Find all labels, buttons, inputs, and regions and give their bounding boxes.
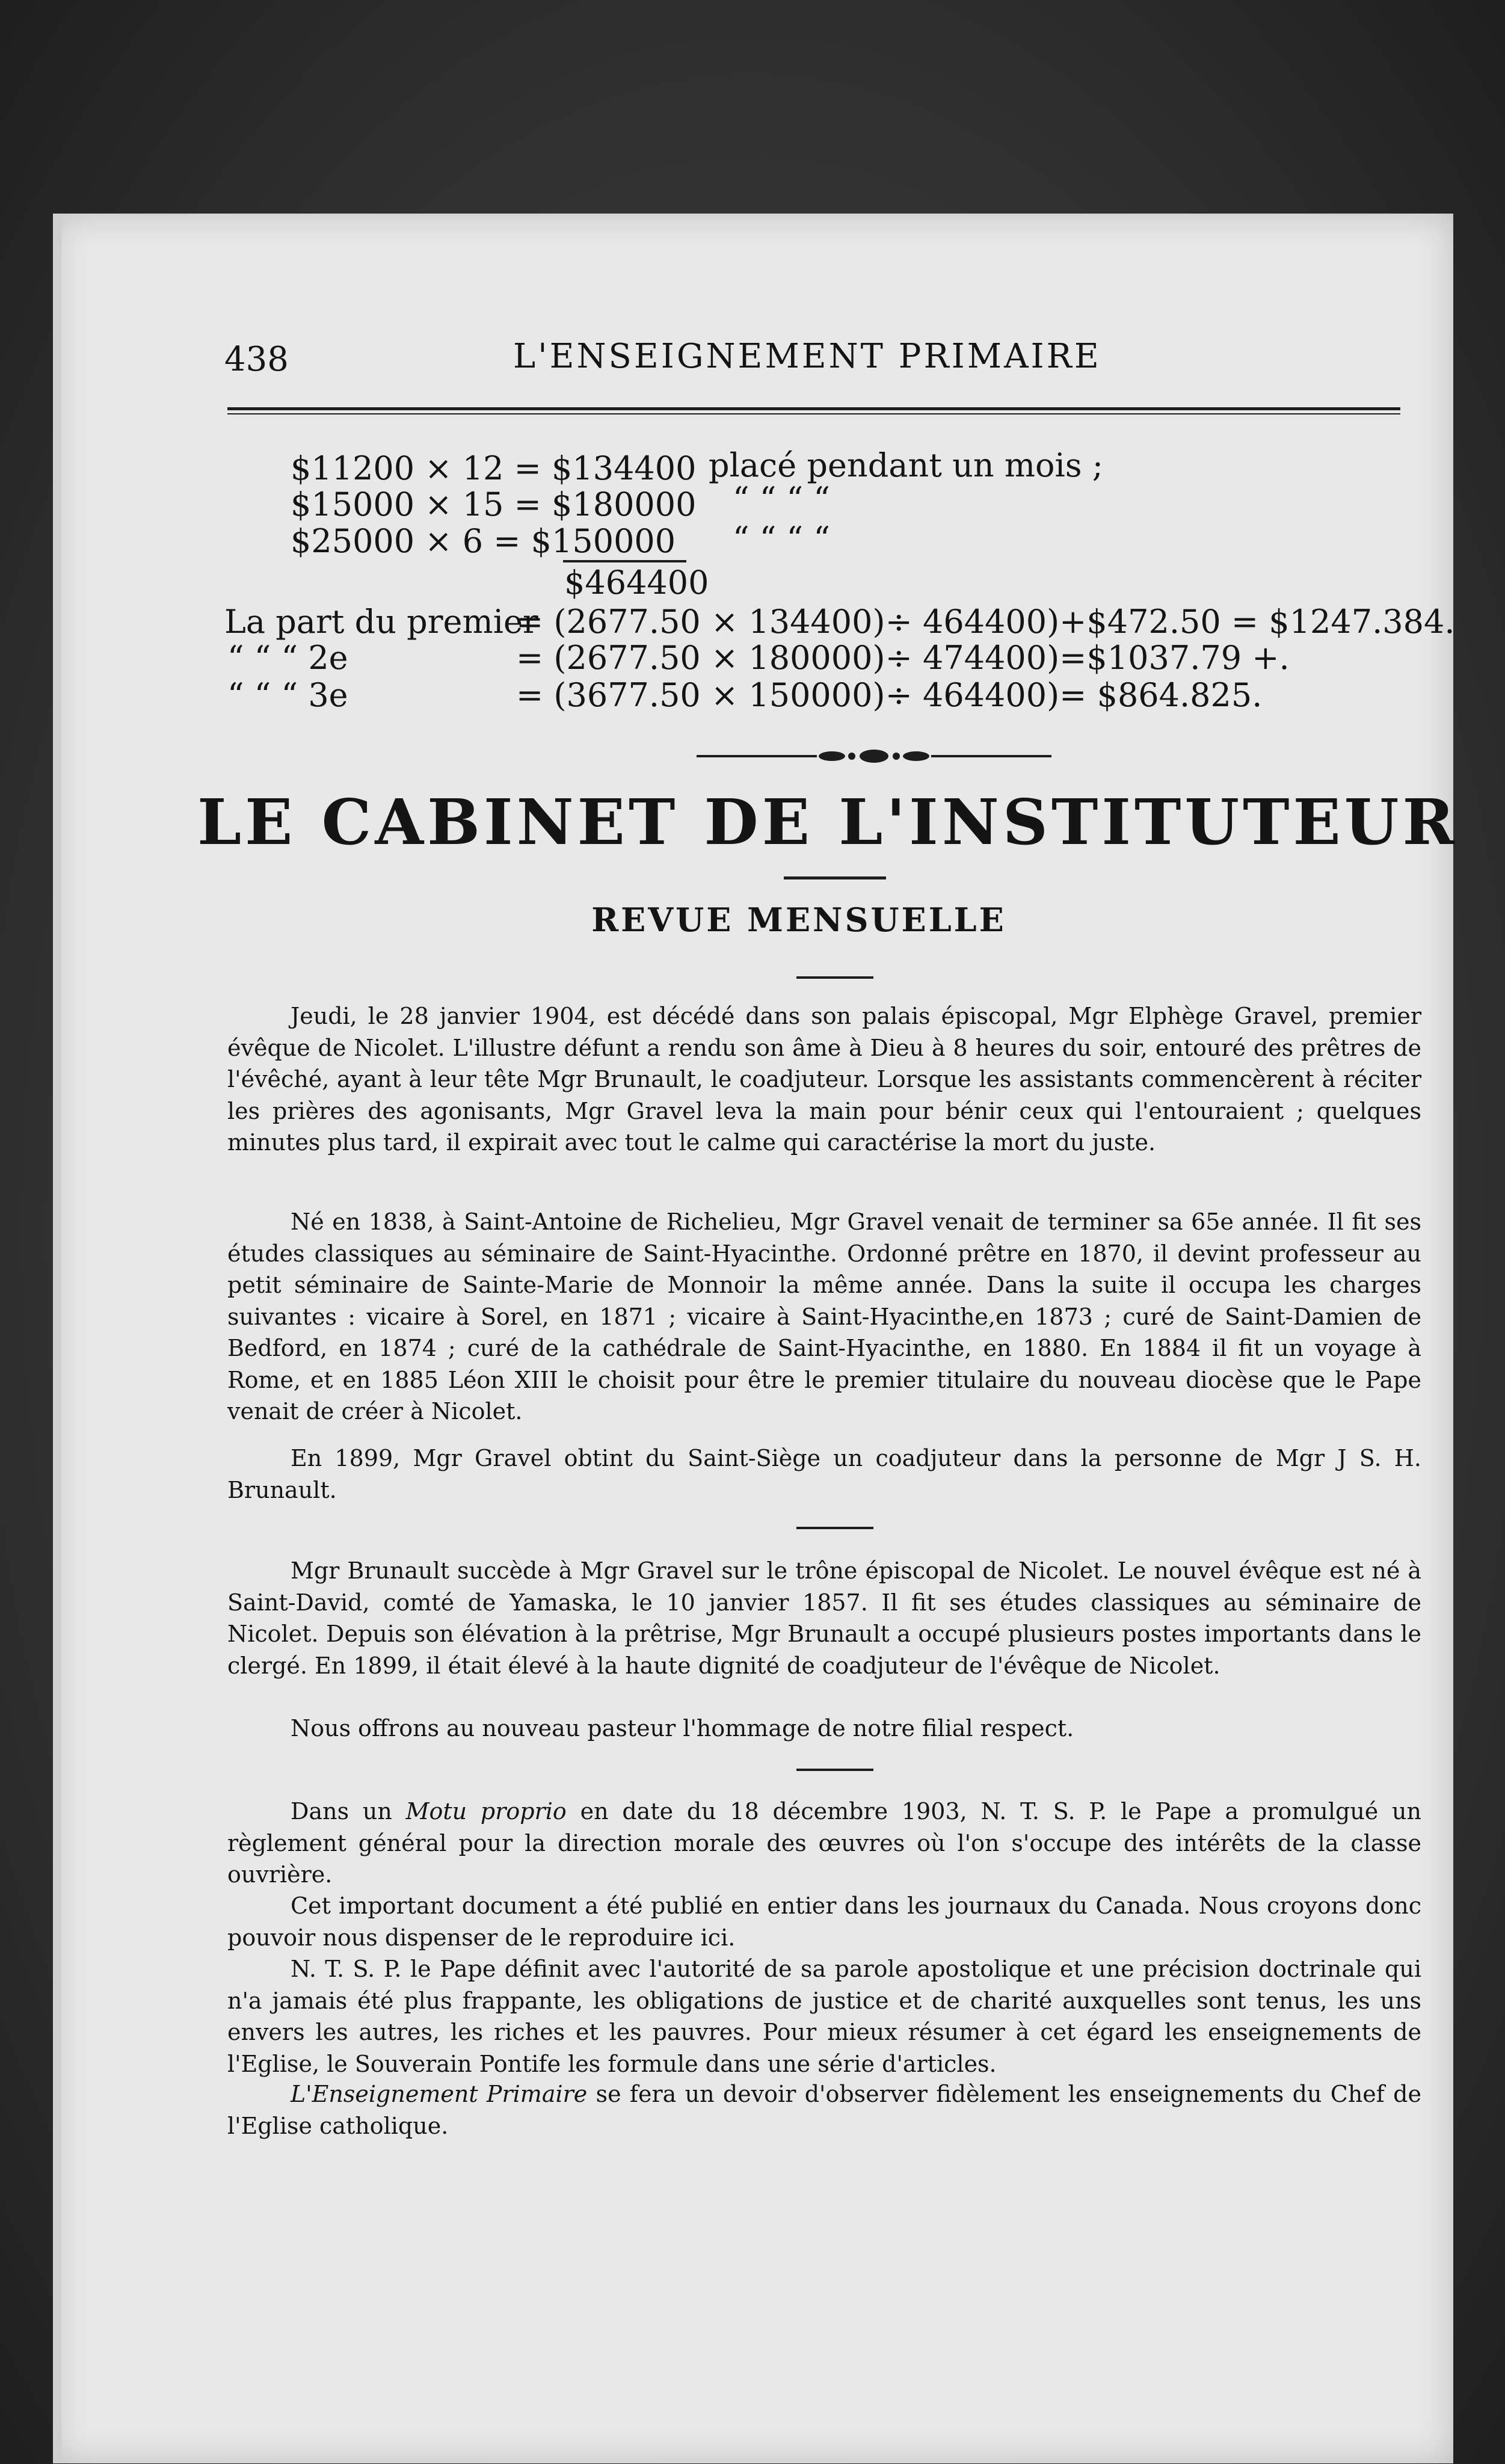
calc-row-1-note: placé pendant un mois ; bbox=[709, 446, 1103, 484]
calc-row-2-note: “ “ “ “ bbox=[733, 480, 830, 518]
header-rule-thin bbox=[227, 413, 1400, 414]
section-title: LE CABINET DE L'INSTITUTEUR bbox=[197, 785, 1458, 859]
calc-row-1-expr: $11200 × 12 = $134400 bbox=[291, 449, 697, 487]
motu-post: en date du 18 décembre 1903, N. T. S. P. le Pape a promulgué un règlement général pour la direction morale des œuvres où l'on s'occupe des intérêts de la classe ouvrière. bbox=[227, 1798, 1422, 1888]
calc-row-2-expr: $15000 × 15 = $180000 bbox=[291, 485, 697, 523]
page-sheet bbox=[53, 214, 1458, 2463]
paragraph-successor: Mgr Brunault succède à Mgr Gravel sur le trône épiscopal de Nicolet. Le nouvel évêque est né à Saint-David, comté de Yamaska, le 10 janvier 1857. Il fit ses études classiques au séminaire de Nicolet. Depuis son élévation à la prêtrise, Mgr Brunault a occupé plusieurs postes importants dans le clergé. En 1899, il était élevé à la haute dignité de coadjuteur de l'évêque de Nicolet. bbox=[227, 1557, 1421, 1679]
section-subtitle: REVUE MENSUELLE bbox=[591, 901, 1006, 939]
calc-total: $464400 bbox=[564, 564, 709, 602]
paragraph-death-announcement: Jeudi, le 28 janvier 1904, est décédé dans son palais épiscopal, Mgr Elphège Gravel, premier évêque de Nicolet. L'illustre défunt a rendu son âme à Dieu à 8 heures du soir, entouré des prêtres de l'évêché, ayant à leur tête Mgr Brunault, le coadjuteur. Lorsque les assistants commencèrent à réciter les prières des agonisants, Mgr Gravel leva la main pour bénir ceux qui l'entouraient ; quelques minutes plus tard, il expirait avec tout le calme qui caractérise la mort du juste. bbox=[227, 1003, 1421, 1156]
share-3-label: “ “ “ 3e bbox=[227, 676, 348, 714]
calc-row-3-expr: $25000 × 6 = $150000 bbox=[291, 522, 676, 560]
calc-sum-rule bbox=[563, 560, 686, 562]
paragraph-coadjutor: En 1899, Mgr Gravel obtint du Saint-Siège un coadjuteur dans la personne de Mgr J S. H. Brunault. bbox=[227, 1445, 1421, 1503]
subtitle-rule bbox=[796, 976, 873, 979]
page-edge-shadow bbox=[53, 214, 61, 2463]
closing-text: se fera un devoir d'observer fidèlement les enseignements du Chef de l'Eglise catholique. bbox=[227, 2081, 1421, 2139]
share-2-label: “ “ “ 2e bbox=[227, 639, 348, 677]
paragraph-document: Cet important document a été publié en entier dans les journaux du Canada. Nous croyons donc pouvoir nous dispenser de le reproduire ici. bbox=[227, 1893, 1421, 1951]
section-separator bbox=[796, 1527, 873, 1529]
page-number: 438 bbox=[224, 340, 289, 379]
ornament-divider bbox=[697, 744, 1051, 768]
share-2-formula: = (2677.50 × 180000)÷ 474400)=$1037.79 +. bbox=[516, 639, 1290, 677]
share-1-label: La part du premier bbox=[224, 603, 538, 641]
motu-pre: Dans un bbox=[291, 1798, 406, 1825]
paragraph-biography: Né en 1838, à Saint-Antoine de Richelieu, Mgr Gravel venait de terminer sa 65e année. Il fit ses études classiques au séminaire de Saint-Hyacinthe. Ordonné prêtre en 1870, il devint professeur au petit séminaire de Sainte-Marie de Monnoir la même année. Dans la suite il occupa les charges suivantes : vicaire à Sorel, en 1871 ; vicaire à Saint-Hyacinthe,en 1873 ; curé de Saint-Damien de Bedford, en 1874 ; curé de la cathédrale de Saint-Hyacinthe, en 1880. En 1884 il fit un voyage à Rome, et en 1885 Léon XIII le choisit pour être le premier titulaire du nouveau diocèse que le Pape venait de créer à Nicolet. bbox=[227, 1209, 1421, 1424]
paragraph-closing bbox=[227, 2078, 1421, 2142]
journal-title-italic: L'Enseignement Primaire bbox=[291, 2081, 588, 2107]
paragraph-homage: Nous offrons au nouveau pasteur l'hommage de notre filial respect. bbox=[291, 1715, 1074, 1742]
header-rule bbox=[227, 407, 1400, 410]
title-rule bbox=[784, 876, 886, 879]
paragraph-motu-proprio bbox=[227, 1796, 1421, 1891]
running-head: L'ENSEIGNEMENT PRIMAIRE bbox=[513, 337, 1101, 376]
section-separator bbox=[796, 1769, 873, 1771]
share-1-formula: = (2677.50 × 134400)÷ 464400)+$472.50 = $1247.384. bbox=[516, 603, 1455, 641]
motu-proprio-italic: Motu proprio bbox=[405, 1798, 567, 1825]
share-3-formula: = (3677.50 × 150000)÷ 464400)= $864.825. bbox=[516, 676, 1263, 714]
calc-row-3-note: “ “ “ “ bbox=[733, 520, 830, 558]
paragraph-doctrine: N. T. S. P. le Pape définit avec l'autorité de sa parole apostolique et une précision doctrinale qui n'a jamais été plus frappante, les obligations de justice et de charité auxquelles sont tenus, les uns envers les autres, les riches et les pauvres. Pour mieux résumer à cet égard les enseignements de l'Eglise, le Souverain Pontife les formule dans une série d'articles. bbox=[227, 1956, 1421, 2077]
